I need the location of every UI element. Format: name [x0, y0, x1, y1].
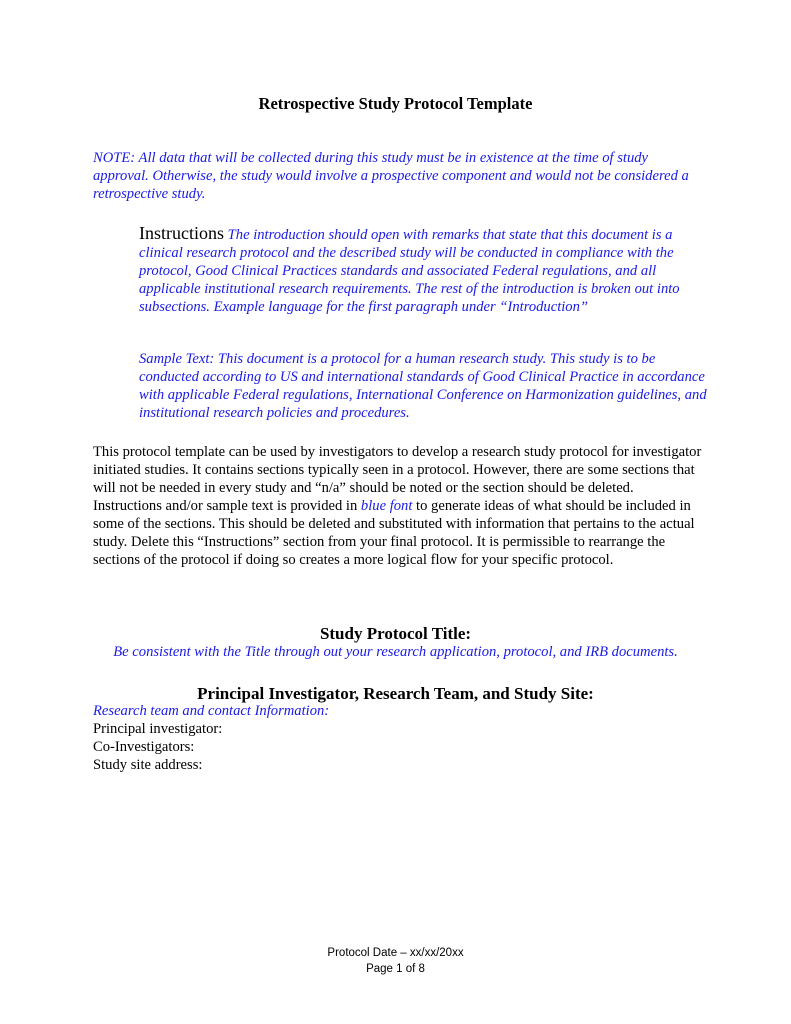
instructions-paragraph [139, 224, 711, 316]
study-title-heading: Study Protocol Title: [319, 624, 472, 643]
team-section [93, 702, 703, 774]
page-footer [0, 945, 791, 977]
page-number: Page 1 of 8 [366, 963, 425, 975]
site-label: Study site address: [93, 757, 203, 773]
document-title: Retrospective Study Protocol Template [258, 94, 533, 113]
coi-label: Co-Investigators: [93, 739, 195, 755]
note-paragraph: NOTE: All data that will be collected during this study must be in existence at the time of study approval. Otherwise, the study would involve a prospective component and would not be considered a retrospective study. [93, 150, 689, 202]
instructions-lead: Instructions [139, 223, 224, 243]
body-paragraph [93, 443, 703, 569]
body-text-part2: to generate ideas of what should be included in some of the sections. This should be deleted and substituted with information that pertains to the actual study. Delete this “Instructions” section from your final protocol. It is permissible to rearrange the sections of the protocol if doing so creates a more logical flow for your specific protocol. [93, 498, 695, 568]
pi-label: Principal investigator: [93, 721, 223, 737]
pi-heading: Principal Investigator, Research Team, and Study Site: [197, 684, 594, 703]
study-title-hint: Be consistent with the Title through out your research application, protocol, and IRB documents. [113, 644, 678, 660]
body-text-part1: This protocol template can be used by investigators to develop a research study protocol for investigator initiated studies. It contains sections typically seen in a protocol. However, there are some sections that will not be needed in every study and “n/a” should be noted or the section should be deleted. Instructions and/or sample text is provided in [93, 444, 702, 514]
protocol-date: Protocol Date – xx/xx/20xx [327, 947, 464, 959]
blue-font-phrase: blue font [360, 498, 413, 514]
sample-text-paragraph: Sample Text: This document is a protocol for a human research study. This study is to be conducted according to US and international standards of Good Clinical Practice in accordance with applicable Federal regulations, International Conference on Harmonization guidelines, and institutional research policies and procedures. [139, 351, 707, 421]
instructions-text: The introduction should open with remarks that state that this document is a clinical research protocol and the described study will be conducted in compliance with the protocol, Good Clinical Practices standards and associated Federal regulations, and all applicable institutional research requirements. The rest of the introduction is broken out into subsections. Example language for the first paragraph under “Introduction” [139, 227, 680, 315]
team-hint: Research team and contact Information: [93, 703, 330, 719]
